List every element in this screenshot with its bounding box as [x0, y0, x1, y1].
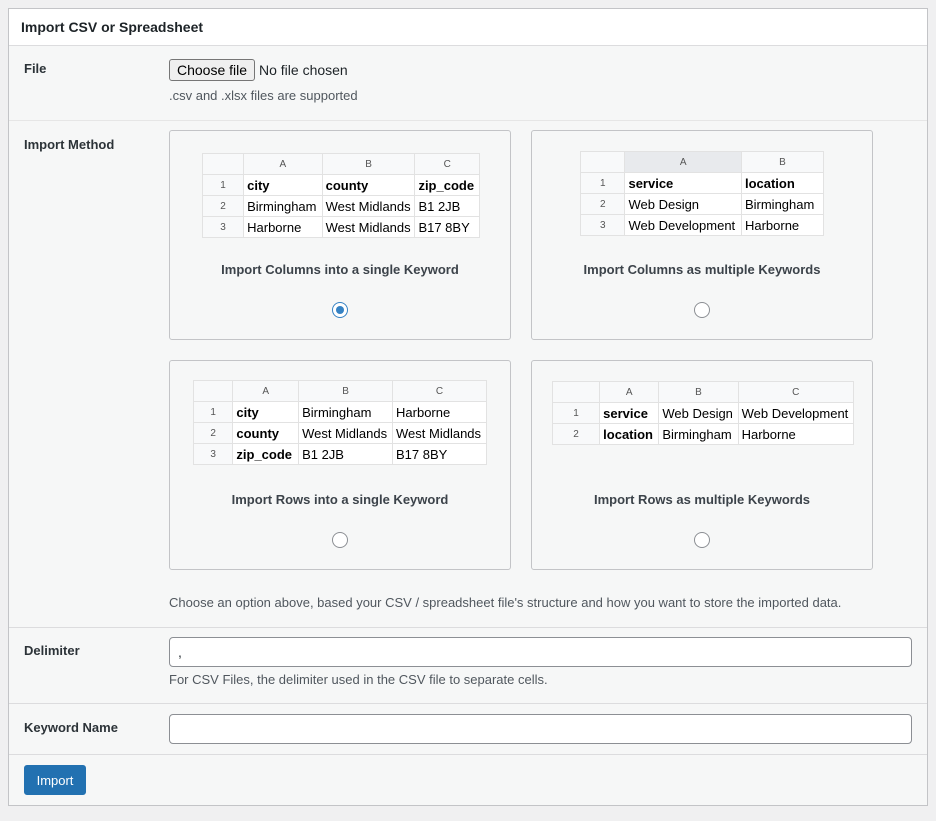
corner-cell: [581, 152, 625, 173]
sheet-cell: Birmingham: [741, 194, 823, 215]
sheet-cell: West Midlands: [322, 196, 415, 217]
sheet-cell: county: [233, 423, 299, 444]
sheet-cell: Web Design: [659, 403, 738, 424]
choose-file-button[interactable]: Choose file: [169, 59, 255, 81]
sheet-cell: Web Development: [625, 215, 742, 236]
row-number: 2: [553, 424, 600, 445]
sheet-preview: [202, 153, 480, 238]
delimiter-help: For CSV Files, the delimiter used in the CSV file to separate cells.: [169, 672, 548, 687]
row-number: 1: [203, 175, 244, 196]
option-label: Import Rows as multiple Keywords: [594, 492, 810, 507]
sheet-cell: city: [244, 175, 323, 196]
option-columns-multiple[interactable]: [531, 130, 873, 340]
import-button[interactable]: Import: [24, 765, 86, 795]
sheet-cell: Birmingham: [659, 424, 738, 445]
row-number: 1: [553, 403, 600, 424]
sheet-cell: Harborne: [738, 424, 853, 445]
row-number: 2: [581, 194, 625, 215]
option-label: Import Columns as multiple Keywords: [583, 262, 821, 277]
sheet-cell: B1 2JB: [299, 444, 393, 465]
sheet-cell: Web Design: [625, 194, 742, 215]
delimiter-input[interactable]: [169, 637, 912, 667]
sheet-preview: [580, 151, 824, 236]
col-header: A: [233, 381, 299, 402]
radio-columns-single[interactable]: [332, 302, 348, 318]
keyword-name-label: Keyword Name: [24, 720, 118, 735]
col-header: B: [659, 382, 738, 403]
divider: [9, 703, 927, 704]
panel-header: [9, 9, 927, 45]
radio-rows-multiple[interactable]: [694, 532, 710, 548]
option-columns-single[interactable]: [169, 130, 511, 340]
sheet-cell: zip_code: [233, 444, 299, 465]
import-method-label: Import Method: [24, 137, 115, 152]
sheet-cell: West Midlands: [393, 423, 487, 444]
col-header: A: [600, 382, 659, 403]
row-number: 1: [194, 402, 233, 423]
sheet-cell: B1 2JB: [415, 196, 480, 217]
sheet-cell: service: [625, 173, 742, 194]
row-number: 1: [581, 173, 625, 194]
option-rows-multiple[interactable]: [531, 360, 873, 570]
keyword-name-input[interactable]: [169, 714, 912, 744]
divider: [9, 754, 927, 755]
row-number: 3: [194, 444, 233, 465]
col-header: C: [415, 154, 480, 175]
option-rows-single[interactable]: [169, 360, 511, 570]
sheet-preview: [193, 380, 487, 465]
option-label: Import Columns into a single Keyword: [221, 262, 459, 277]
sheet-cell: B17 8BY: [415, 217, 480, 238]
sheet-preview: [552, 381, 854, 445]
sheet-cell: Web Development: [738, 403, 853, 424]
col-header: C: [393, 381, 487, 402]
col-header: B: [322, 154, 415, 175]
file-label: File: [24, 61, 47, 76]
sheet-cell: location: [600, 424, 659, 445]
sheet-cell: B17 8BY: [393, 444, 487, 465]
sheet-cell: Birmingham: [299, 402, 393, 423]
divider: [9, 45, 927, 46]
option-label: Import Rows into a single Keyword: [231, 492, 449, 507]
divider: [9, 627, 927, 628]
sheet-cell: service: [600, 403, 659, 424]
sheet-cell: Harborne: [393, 402, 487, 423]
sheet-cell: city: [233, 402, 299, 423]
col-header: B: [741, 152, 823, 173]
corner-cell: [203, 154, 244, 175]
delimiter-label: Delimiter: [24, 643, 80, 658]
panel-title: Import CSV or Spreadsheet: [21, 19, 204, 35]
file-help: .csv and .xlsx files are supported: [169, 88, 358, 103]
col-header: A: [625, 152, 742, 173]
corner-cell: [553, 382, 600, 403]
col-header: B: [299, 381, 393, 402]
radio-columns-multiple[interactable]: [694, 302, 710, 318]
file-status: No file chosen: [259, 62, 348, 78]
row-number: 2: [203, 196, 244, 217]
col-header: A: [244, 154, 323, 175]
import-panel: [8, 8, 928, 806]
col-header: C: [738, 382, 853, 403]
row-number: 2: [194, 423, 233, 444]
sheet-cell: county: [322, 175, 415, 196]
sheet-cell: West Midlands: [299, 423, 393, 444]
sheet-cell: zip_code: [415, 175, 480, 196]
row-number: 3: [203, 217, 244, 238]
sheet-cell: Birmingham: [244, 196, 323, 217]
corner-cell: [194, 381, 233, 402]
sheet-cell: West Midlands: [322, 217, 415, 238]
radio-rows-single[interactable]: [332, 532, 348, 548]
sheet-cell: location: [741, 173, 823, 194]
sheet-cell: Harborne: [244, 217, 323, 238]
row-number: 3: [581, 215, 625, 236]
import-method-help: Choose an option above, based your CSV / spreadsheet file's structure and how you want to store the imported data.: [169, 595, 842, 610]
sheet-cell: Harborne: [741, 215, 823, 236]
